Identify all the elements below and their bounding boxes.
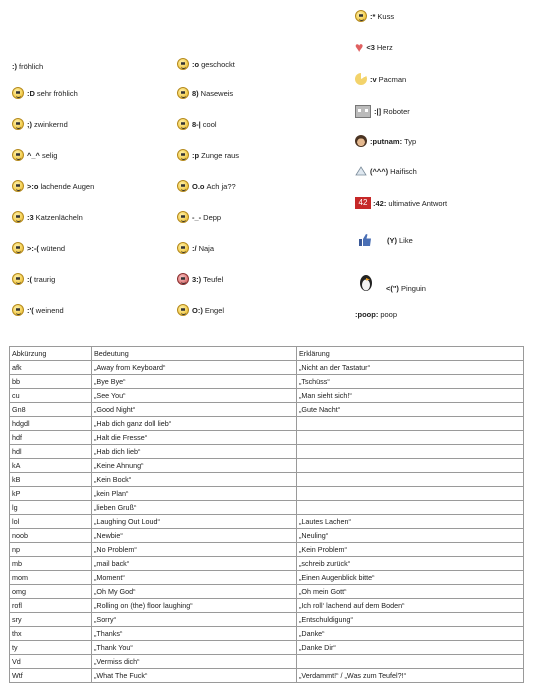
emoticon-grin: :D sehr fröhlich <box>12 87 78 99</box>
table-row <box>10 515 524 529</box>
emoticon-penguin: <(") Pinguin <box>358 270 426 293</box>
abbreviation-cell: Vd <box>10 655 92 669</box>
meaning-cell: „Oh My God“ <box>92 585 297 599</box>
meaning-cell: „Away from Keyboard“ <box>92 361 297 375</box>
wink-icon <box>12 118 24 130</box>
table-row <box>10 571 524 585</box>
emoticon-sad: :( traurig <box>12 273 55 285</box>
table-row <box>10 361 524 375</box>
table-row <box>10 417 524 431</box>
table-header-row <box>10 347 524 361</box>
abbreviation-cell: afk <box>10 361 92 375</box>
abbreviation-cell: cu <box>10 389 92 403</box>
meaning-cell: „No Problem“ <box>92 543 297 557</box>
laughing-eyes-icon <box>12 180 24 192</box>
squint-icon <box>177 211 189 223</box>
emoticon-kiss: :* Kuss <box>355 10 394 22</box>
penguin-icon <box>358 272 374 292</box>
angry-icon <box>12 242 24 254</box>
emoticon-wink: ;) zwinkernd <box>12 118 68 130</box>
meaning-cell: „Kein Bock“ <box>92 473 297 487</box>
grin-icon <box>12 87 24 99</box>
emoticon-kiki: ^_^ selig <box>12 149 57 161</box>
emoticon-confused: O.o Ach ja?? <box>177 180 236 192</box>
abbreviation-cell: np <box>10 543 92 557</box>
explanation-cell: „Entschuldigung“ <box>297 613 524 627</box>
meaning-cell: „Newbie“ <box>92 529 297 543</box>
thumbs-up-icon <box>358 233 372 247</box>
explanation-cell <box>297 501 524 515</box>
meaning-cell: „mail back“ <box>92 557 297 571</box>
explanation-cell: „Neuling“ <box>297 529 524 543</box>
colonthree-icon <box>12 211 24 223</box>
explanation-cell <box>297 459 524 473</box>
meaning-cell: „Hab dich lieb“ <box>92 445 297 459</box>
abbreviation-cell: thx <box>10 627 92 641</box>
explanation-cell: „Danke Dir“ <box>297 641 524 655</box>
column-header: Abkürzung <box>10 347 92 361</box>
meaning-cell: „See You“ <box>92 389 297 403</box>
explanation-cell: „Man sieht sich!“ <box>297 389 524 403</box>
table-row <box>10 459 524 473</box>
table-row <box>10 543 524 557</box>
abbreviation-cell: noob <box>10 529 92 543</box>
emoticon-poop: :poop: poop <box>355 310 398 319</box>
table-row <box>10 585 524 599</box>
emoticon-unsure: :/ Naja <box>177 242 214 254</box>
explanation-cell: „Tschüss“ <box>297 375 524 389</box>
emoticon-sunglasses: 8-| cool <box>177 118 217 130</box>
abbreviation-cell: hdl <box>10 445 92 459</box>
abbreviation-cell: hdgdl <box>10 417 92 431</box>
abbreviation-cell: omg <box>10 585 92 599</box>
meaning-cell: „Hab dich ganz doll lieb“ <box>92 417 297 431</box>
meaning-cell: „Bye Bye“ <box>92 375 297 389</box>
table-row <box>10 487 524 501</box>
explanation-cell: „Nicht an der Tastatur“ <box>297 361 524 375</box>
emoticon-forty-two: 42 :42: ultimative Antwort <box>355 197 447 209</box>
table-row <box>10 669 524 683</box>
explanation-cell <box>297 445 524 459</box>
meaning-cell: „Thank You“ <box>92 641 297 655</box>
abbreviation-cell: kB <box>10 473 92 487</box>
table-row <box>10 599 524 613</box>
explanation-cell <box>297 431 524 445</box>
abbreviation-cell: mb <box>10 557 92 571</box>
emoticon-putnam: :putnam: Typ <box>355 135 416 147</box>
abbreviation-cell: mom <box>10 571 92 585</box>
table-row <box>10 501 524 515</box>
table-row <box>10 389 524 403</box>
emoticon-angry: >:-( wütend <box>12 242 65 254</box>
emoticon-devil: 3:) Teufel <box>177 273 223 285</box>
table-row <box>10 655 524 669</box>
meaning-cell: „Rolling on (the) floor laughing“ <box>92 599 297 613</box>
emoticon-cry: :'( weinend <box>12 304 64 316</box>
explanation-cell: „Einen Augenblick bitte“ <box>297 571 524 585</box>
emoticon-tongue: :p Zunge raus <box>177 149 239 161</box>
emoticon-pacman: :v Pacman <box>355 73 406 85</box>
abbreviation-cell: ty <box>10 641 92 655</box>
meaning-cell: „Keine Ahnung“ <box>92 459 297 473</box>
explanation-cell: „Verdammt!“ / „Was zum Teufel?!“ <box>297 669 524 683</box>
angel-icon <box>177 304 189 316</box>
emoticon-laughing-eyes: >:o lachende Augen <box>12 180 94 192</box>
meaning-cell: „Sorry“ <box>92 613 297 627</box>
tongue-icon <box>177 149 189 161</box>
unsure-icon <box>177 242 189 254</box>
emoticon-smile: :) fröhlich <box>12 62 44 71</box>
explanation-cell <box>297 473 524 487</box>
table-row <box>10 627 524 641</box>
emoticon-gasp: :o geschockt <box>177 58 235 70</box>
emoticon-robot: :|] Roboter <box>355 105 410 118</box>
meaning-cell: „Good Night“ <box>92 403 297 417</box>
cry-icon <box>12 304 24 316</box>
meaning-cell: „Laughing Out Loud“ <box>92 515 297 529</box>
explanation-cell <box>297 655 524 669</box>
glasses-icon <box>177 87 189 99</box>
table-row <box>10 613 524 627</box>
confused-icon <box>177 180 189 192</box>
meaning-cell: „lieben Gruß“ <box>92 501 297 515</box>
meaning-cell: „Thanks“ <box>92 627 297 641</box>
explanation-cell: „Kein Problem“ <box>297 543 524 557</box>
abbreviation-cell: bb <box>10 375 92 389</box>
abbreviation-table <box>9 346 524 683</box>
table-row <box>10 641 524 655</box>
emoticon-heart: ♥ <3 Herz <box>355 39 393 55</box>
meaning-cell: „Halt die Fresse“ <box>92 431 297 445</box>
explanation-cell: „Danke“ <box>297 627 524 641</box>
emoticon-glasses: 8) Naseweis <box>177 87 233 99</box>
explanation-cell <box>297 487 524 501</box>
kiki-icon <box>12 149 24 161</box>
abbreviation-cell: Wtf <box>10 669 92 683</box>
explanation-cell <box>297 417 524 431</box>
column-header: Erklärung <box>297 347 524 361</box>
explanation-cell: „Gute Nacht“ <box>297 403 524 417</box>
pacman-icon <box>355 73 367 85</box>
meaning-cell: „What The Fuck“ <box>92 669 297 683</box>
gasp-icon <box>177 58 189 70</box>
abbreviation-cell: hdf <box>10 431 92 445</box>
table-row <box>10 473 524 487</box>
forty-two-icon: 42 <box>355 197 371 209</box>
devil-icon <box>177 273 189 285</box>
table-row <box>10 403 524 417</box>
robot-icon <box>355 105 371 118</box>
sunglasses-icon <box>177 118 189 130</box>
emoticon-angel: O:) Engel <box>177 304 224 316</box>
column-header: Bedeutung <box>92 347 297 361</box>
abbreviation-cell: sry <box>10 613 92 627</box>
abbreviation-cell: kP <box>10 487 92 501</box>
putnam-icon <box>355 135 367 147</box>
explanation-cell: „Oh mein Gott“ <box>297 585 524 599</box>
meaning-cell: „Vermiss dich“ <box>92 655 297 669</box>
table-row <box>10 375 524 389</box>
table-row <box>10 557 524 571</box>
table-row <box>10 445 524 459</box>
abbreviation-cell: lg <box>10 501 92 515</box>
explanation-cell: „Lautes Lachen“ <box>297 515 524 529</box>
sad-icon <box>12 273 24 285</box>
emoticon-squint: -_- Depp <box>177 211 221 223</box>
abbreviation-cell: Gn8 <box>10 403 92 417</box>
table-row <box>10 529 524 543</box>
emoticon-colonthree: :3 Katzenlächeln <box>12 211 83 223</box>
meaning-cell: „kein Plan“ <box>92 487 297 501</box>
emoticon-like: (Y) Like <box>358 233 413 247</box>
kiss-icon <box>355 10 367 22</box>
abbreviation-cell: kA <box>10 459 92 473</box>
explanation-cell: „Ich roll‘ lachend auf dem Boden“ <box>297 599 524 613</box>
explanation-cell: „schreib zurück“ <box>297 557 524 571</box>
heart-icon: ♥ <box>355 39 364 55</box>
table-row <box>10 431 524 445</box>
shark-icon <box>355 166 367 176</box>
meaning-cell: „Moment“ <box>92 571 297 585</box>
abbreviation-cell: rofl <box>10 599 92 613</box>
emoticon-shark: (^^^) Haifisch <box>355 166 417 176</box>
abbreviation-cell: lol <box>10 515 92 529</box>
